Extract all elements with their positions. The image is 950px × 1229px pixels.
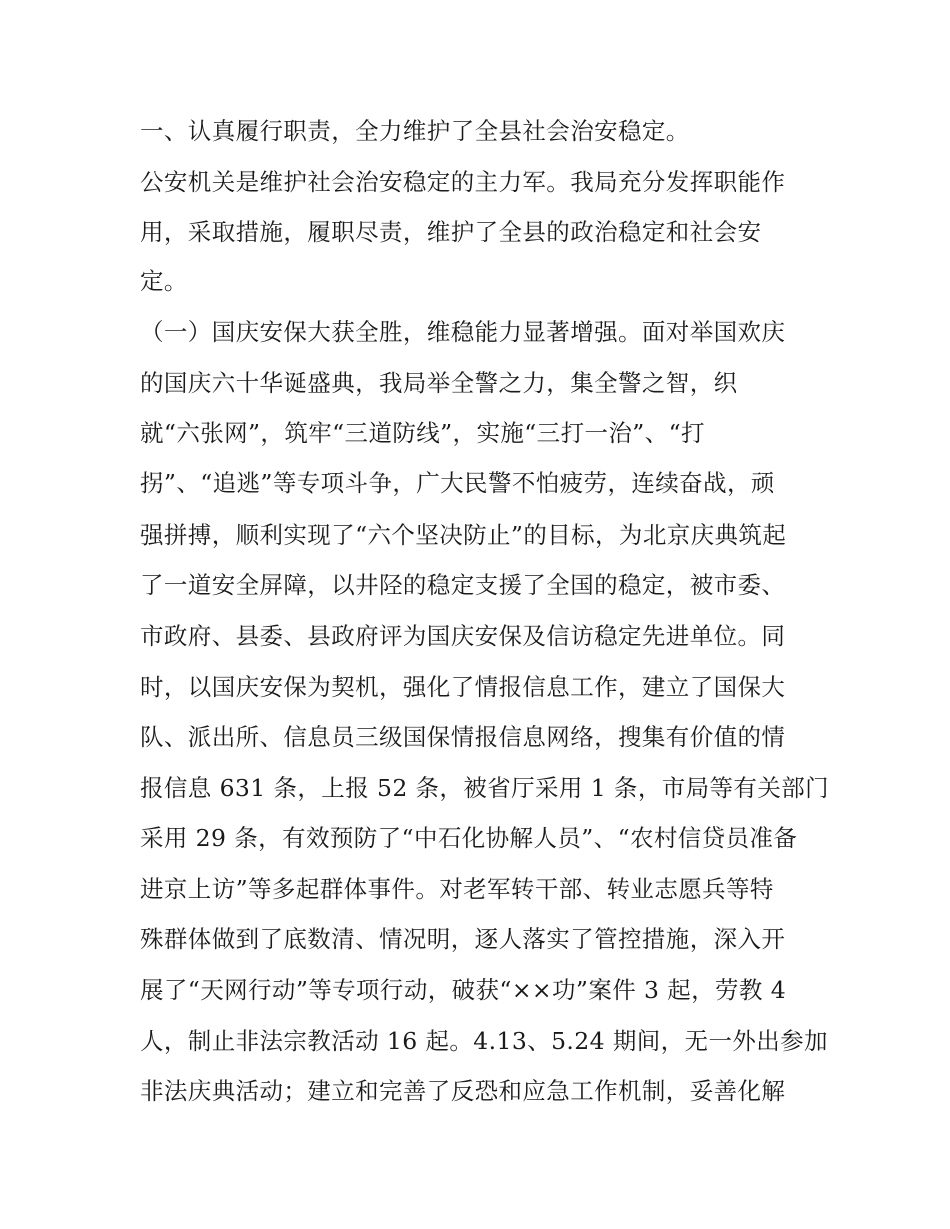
text-line: 用，采取措施，履职尽责，维护了全县的政治稳定和社会安	[140, 218, 762, 246]
text-line: 强拼搏，顺利实现了“六个坚决防止”的目标，为北京庆典筑起	[140, 521, 787, 549]
text-line: 殊群体做到了底数清、情况明，逐人落实了管控措施，深入开	[140, 925, 786, 953]
text-line: 人，制止非法宗教活动 16 起。4.13、5.24 期间，无一外出参加	[140, 1027, 828, 1055]
subsection-heading: （一）国庆安保大获全胜，维稳能力显著增强。面对举国欢庆	[140, 318, 786, 346]
text-line: 市政府、县委、县政府评为国庆安保及信访稳定先进单位。同	[140, 622, 786, 650]
section-heading: 一、认真履行职责，全力维护了全县社会治安稳定。	[140, 117, 690, 145]
text-line: 公安机关是维护社会治安稳定的主力军。我局充分发挥职能作	[140, 168, 786, 196]
text-line: 时，以国庆安保为契机，强化了情报信息工作，建立了国保大	[140, 673, 786, 701]
text-line: 拐”、“追逃”等专项斗争，广大民警不怕疲劳，连续奋战，顽	[140, 469, 775, 497]
text-line: 队、派出所、信息员三级国保情报信息网络，搜集有价值的情	[140, 723, 786, 751]
text-line: 定。	[140, 267, 188, 295]
text-line: 采用 29 条，有效预防了“中石化协解人员”、“农村信贷员准备	[140, 824, 798, 852]
text-line: 报信息 631 条，上报 52 条，被省厅采用 1 条，市局等有关部门	[140, 774, 830, 802]
text-line: 展了“天网行动”等专项行动，破获“××功”案件 3 起，劳教 4	[140, 976, 787, 1004]
text-line: 了一道安全屏障，以井陉的稳定支援了全国的稳定，被市委、	[140, 571, 786, 599]
text-line: 非法庆典活动；建立和完善了反恐和应急工作机制，妥善化解	[140, 1077, 786, 1105]
text-line: 的国庆六十华诞盛典，我局举全警之力，集全警之智，织	[140, 369, 738, 397]
text-line: 进京上访”等多起群体事件。对老军转干部、转业志愿兵等特	[140, 875, 774, 903]
text-line: 就“六张网”，筑牢“三道防线”，实施“三打一治”、“打	[140, 419, 705, 447]
